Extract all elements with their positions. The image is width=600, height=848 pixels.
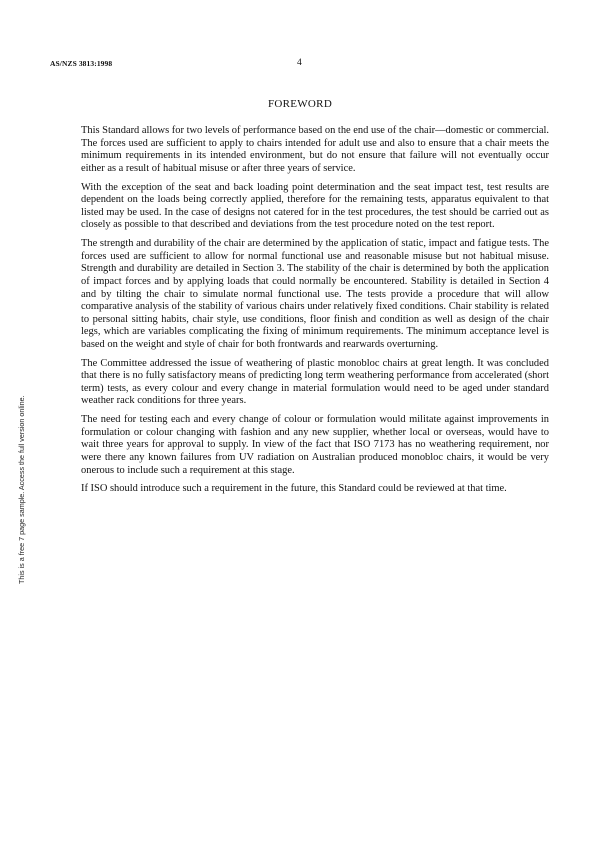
page-number: 4 — [297, 58, 302, 68]
sample-notice: This is a free 7 page sample. Access the full version online. — [17, 395, 26, 584]
paragraph: With the exception of the seat and back loading point determination and the seat impact test, test results are dependent on the loads being correctly applied, therefore for the remaining tests, apparatus equivalent to that listed may be used. In the case of designs not catered for in the test procedures, the test should be carried out as closely as possible to that described and deviations from the test procedure noted on the test report. — [81, 181, 549, 231]
paragraph: The need for testing each and every change of colour or formulation would militate against improvements in formulation or colour changing with fashion and any new supplier, whether local or overseas, would have to wait three years for approval to supply. In view of the fact that ISO 7173 has no weathering requirement, nor were there any known failures from UV radiation on Australian produced monobloc chairs, it would be very onerous to include such a requirement at this stage. — [81, 414, 549, 476]
paragraph: The strength and durability of the chair are determined by the application of static, impact and fatigue tests. The forces used are sufficient to allow for normal functional use and reasonable misuse but not habitual misuse. Strength and durability are detailed in Section 3. The stability of the chair is determined by both the application of impact forces and by applying loads that could normally be encountered. Stability is detailed in Section 4 and by tilting the chair to simulate normal functional use. The tests provide a procedure that will allow comparative analysis of the stability of various chairs under relatively fixed conditions. Chair stability is related to personal sitting habits, chair style, use conditions, floor finish and condition as well as design of the chair legs, which are variables complicating the fixing of minimum requirements. The minimum acceptance level is based on the weight and style of chair for both frontwards and rearwards overturning. — [81, 238, 549, 350]
paragraph: If ISO should introduce such a requirement in the future, this Standard could be reviewed at that time. — [81, 483, 507, 495]
paragraph: The Committee addressed the issue of weathering of plastic monobloc chairs at great length. It was concluded that there is no fully satisfactory means of predicting long term weathering performance from accelerated (short term) tests, as every colour and every change in material formulation would need to be aged under standard weather rack conditions for three years. — [81, 357, 549, 407]
paragraph: This Standard allows for two levels of performance based on the end use of the chair—domestic or commercial. The forces used are sufficient to apply to chairs intended for adult use and also to ensure that a chair meets the minimum requirements in its intended environment, but do not ensure that failure will not eventually occur either as a result of habitual misuse or after three years of service. — [81, 125, 549, 174]
document-code: AS/NZS 3813:1998 — [50, 59, 113, 68]
section-heading: FOREWORD — [267, 98, 333, 110]
foreword-body — [81, 125, 549, 502]
